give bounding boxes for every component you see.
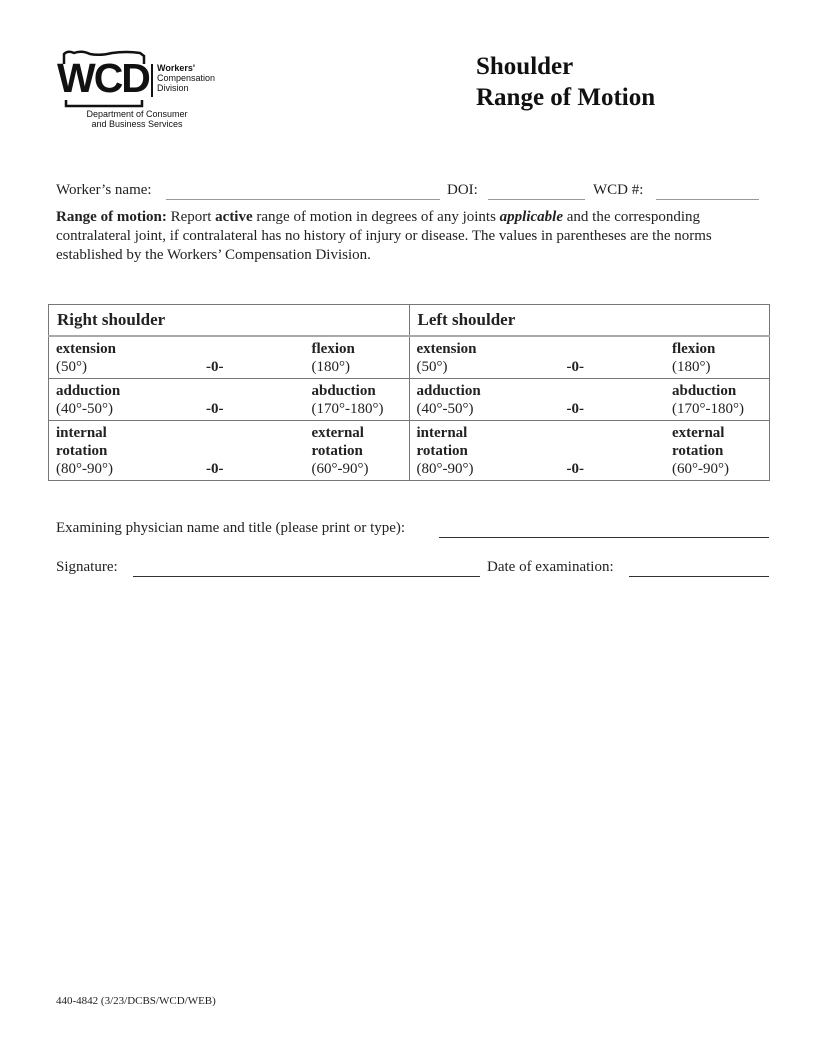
logo-division-name: Workers' Compensation Division [157,63,216,93]
range-of-motion-instructions: Range of motion: Report active range of motion in degrees of any joints applicable and the corresponding contralateral joint, if contralateral has no history of injury or disease. The values in parentheses are the norms established by the Workers’ Compensation Division. [56,209,712,263]
table-row [49,379,770,421]
logo-department-name: Department of Consumer and Business Services [86,109,188,129]
table-row [49,336,770,379]
table-header-row [49,305,770,337]
logo-acronym: WCD [57,55,149,101]
right-shoulder-header: Right shoulder [49,305,410,337]
page-title: Shoulder Range of Motion [476,53,656,111]
wcd-logo [56,48,226,134]
worker-name-label: Worker’s name: [56,182,152,198]
table-row [49,421,770,481]
worker-info-row [56,182,152,199]
left-shoulder-header: Left shoulder [409,305,770,337]
exam-date-field[interactable] [629,576,769,577]
zero-reference: -0- [566,401,584,417]
worker-name-field[interactable] [166,199,440,200]
zero-reference: -0- [566,461,584,477]
zero-reference: -0- [206,401,224,417]
left-extension-flexion-cell[interactable]: extension (50°) -0- flexion (180°) [409,336,770,379]
right-extension-flexion-cell[interactable]: extension (50°) -0- flexion (180°) [49,336,410,379]
zero-reference: -0- [206,461,224,477]
wcd-number-field[interactable] [656,199,759,200]
zero-reference: -0- [566,359,584,375]
logo-divider [151,64,153,97]
signature-field[interactable] [133,576,480,577]
wcd-number-label: WCD #: [593,182,644,198]
left-adduction-abduction-cell[interactable]: adduction (40°-50°) -0- abduction (170°-180°) [409,379,770,421]
physician-name-field[interactable] [439,537,769,538]
doi-field[interactable] [488,199,585,200]
zero-reference: -0- [206,359,224,375]
left-rotation-cell[interactable]: internal rotation (80°-90°) -0- external rotation (60°-90°) [409,421,770,481]
right-adduction-abduction-cell[interactable]: adduction (40°-50°) -0- abduction (170°-180°) [49,379,410,421]
form-id: 440-4842 (3/23/DCBS/WCD/WEB) [56,995,216,1007]
right-rotation-cell[interactable]: internal rotation (80°-90°) -0- external rotation (60°-90°) [49,421,410,481]
signature-label: Signature: [56,559,118,575]
physician-name-label: Examining physician name and title (please print or type): [56,520,406,536]
range-of-motion-table [48,304,770,481]
exam-date-label: Date of examination: [487,559,614,575]
doi-label: DOI: [447,182,478,198]
